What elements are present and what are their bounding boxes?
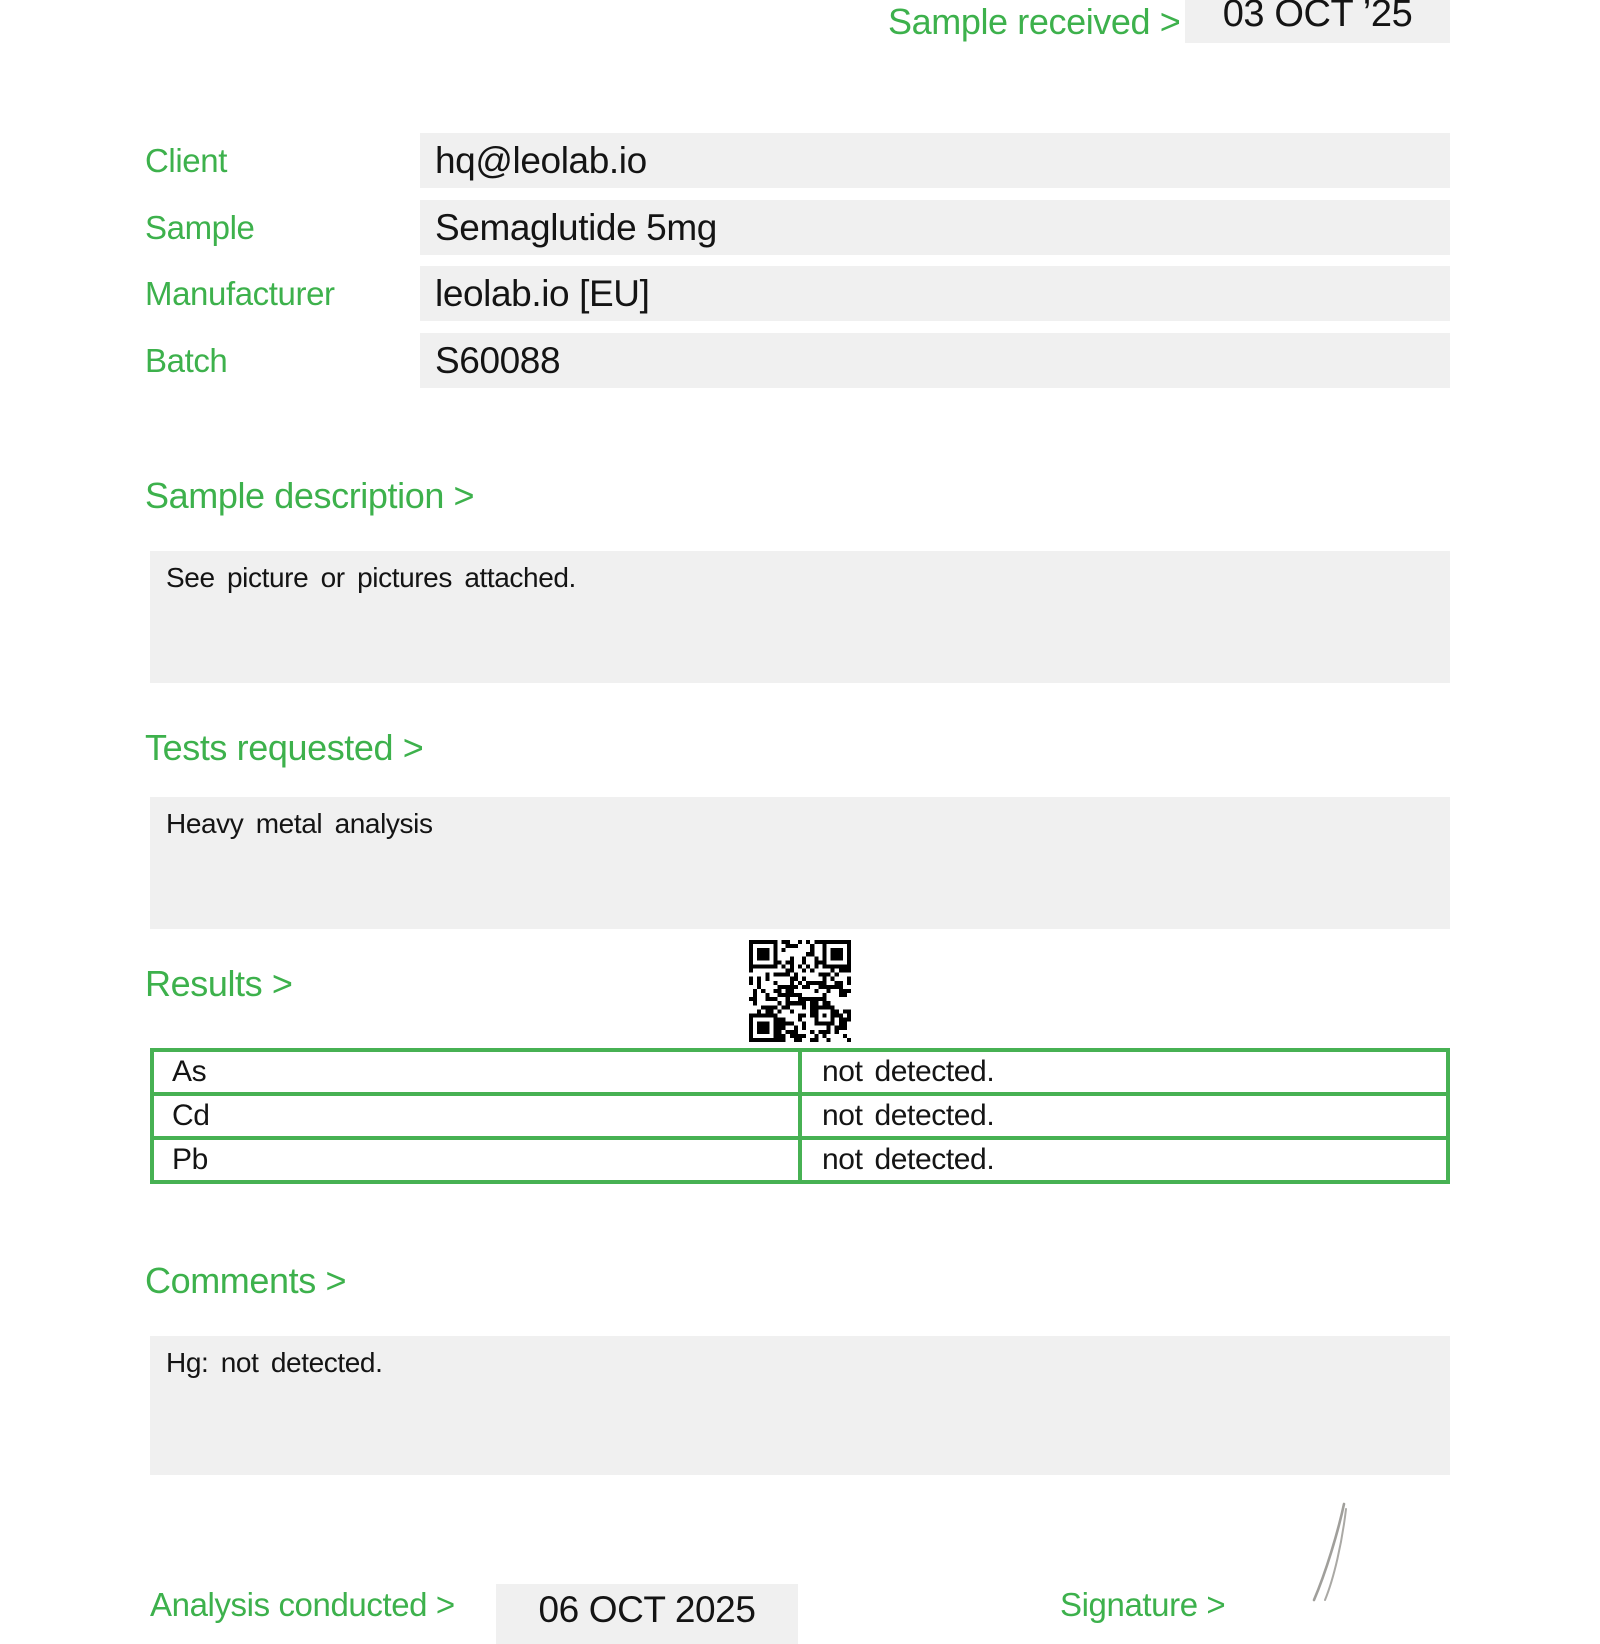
analysis-conducted-label: Analysis conducted > — [150, 1586, 455, 1623]
sample-received-label: Sample received > — [888, 1, 1181, 42]
analysis-date: 06 OCT 2025 — [496, 1584, 798, 1644]
result-cell: not detected. — [800, 1094, 1448, 1138]
result-cell: not detected. — [800, 1138, 1448, 1182]
sample-description-heading: Sample description > — [145, 475, 475, 516]
sample-description-box: See picture or pictures attached. — [150, 551, 1450, 683]
table-row — [152, 1050, 1448, 1094]
qr-code-icon — [749, 940, 851, 1042]
signature-stroke — [1296, 1498, 1366, 1600]
table-row — [152, 1094, 1448, 1138]
tests-requested-heading: Tests requested > — [145, 727, 424, 768]
batch-value: S60088 — [420, 333, 1450, 388]
manufacturer-value: leolab.io [EU] — [420, 266, 1450, 321]
analyte-cell: Pb — [152, 1138, 800, 1182]
result-cell: not detected. — [800, 1050, 1448, 1094]
tests-requested-box: Heavy metal analysis — [150, 797, 1450, 929]
sample-label: Sample — [145, 209, 255, 246]
sample-received-date: 03 OCT ’25 — [1185, 0, 1450, 43]
client-value: hq@leolab.io — [420, 133, 1450, 188]
results-table — [150, 1048, 1450, 1184]
comments-box: Hg: not detected. — [150, 1336, 1450, 1475]
analyte-cell: Cd — [152, 1094, 800, 1138]
table-row — [152, 1138, 1448, 1182]
manufacturer-label: Manufacturer — [145, 275, 335, 312]
comments-heading: Comments > — [145, 1260, 347, 1301]
analyte-cell: As — [152, 1050, 800, 1094]
results-heading: Results > — [145, 963, 293, 1004]
batch-label: Batch — [145, 342, 228, 379]
sample-value: Semaglutide 5mg — [420, 200, 1450, 255]
client-label: Client — [145, 142, 227, 179]
signature-label: Signature > — [1060, 1586, 1226, 1623]
